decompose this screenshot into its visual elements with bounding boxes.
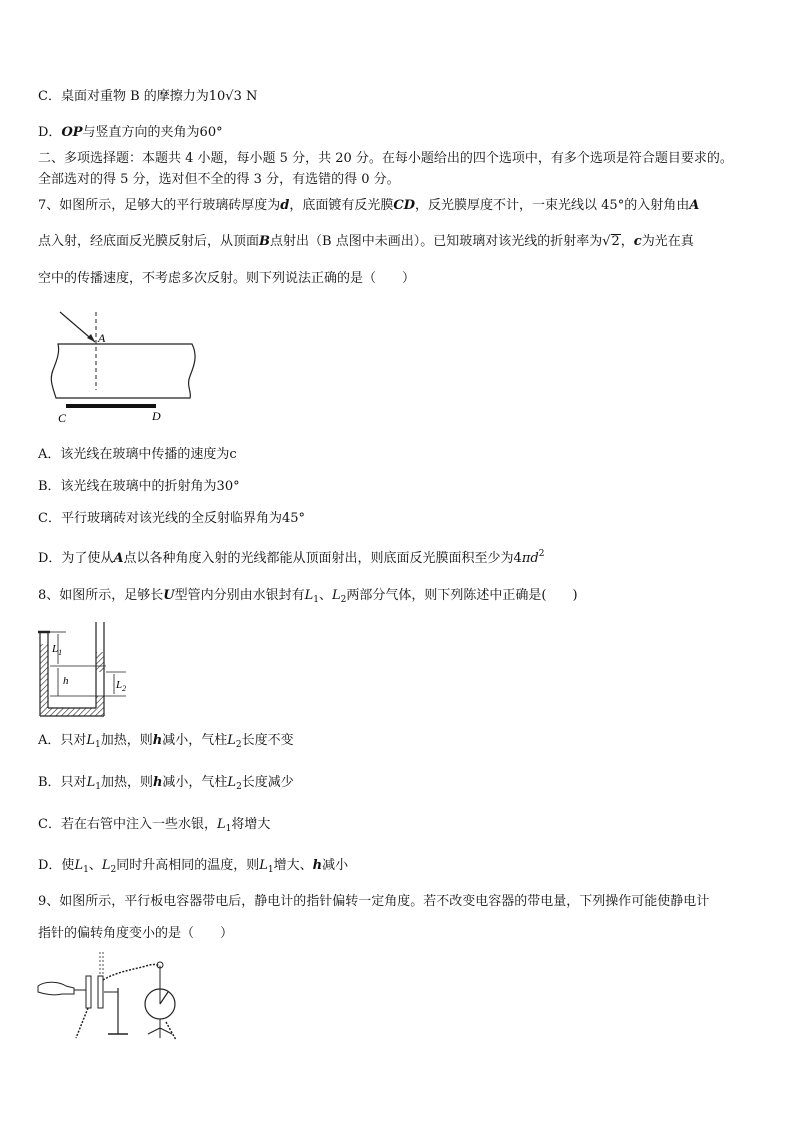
var-l: L [332,588,341,603]
connecting-wire [103,965,160,981]
right-mercury [96,696,104,716]
right-plate [98,976,103,1008]
h-label: h [63,675,69,687]
q8-option-d: D．使$L_1$、$L_2$同时升高相同的温度，则$L_1$增大、h减小 [38,858,349,875]
point-d-label: D [152,409,161,423]
q7-text: 点以各种角度入射的光线都能从顶面射出，则底面反光膜面积至少为4 [123,551,522,566]
q8-option-c: C．若在右管中注入一些水银，$L_1$将增大 [38,817,271,834]
sub-1: 1 [313,595,320,605]
l1-label: $L_1$ [52,643,63,657]
sub-2: 2 [340,595,347,605]
q7-text: 为光在真 [641,234,694,249]
hand-icon [38,982,74,995]
option-text: 与竖直方向的夹角为60° [82,125,223,140]
section-heading-line2: 全部选对的得 5 分，选对但不全的得 3 分，有选错的得 0 分。 [38,172,400,187]
sqrt-value: 2 [611,234,620,249]
q8-option-b: B．只对$L_1$加热，则h减小，气柱$L_2$长度减少 [38,775,294,792]
var-c: c [633,234,642,249]
var-cd: CD [393,198,416,213]
var-a: A [689,198,700,213]
point-a-label: A [98,331,106,345]
q8-text: 8、如图所示，足够长 [38,588,164,603]
section-heading-line1: 二、多项选择题：本题共 4 小题，每小题 5 分，共 20 分。在每小题给出的四个选项中，有多个选项是符合题目要求的。 [38,151,733,166]
left-plate [86,976,91,1008]
option-label: D． [38,125,62,140]
pi-d: πd [521,551,539,566]
var-d: d [280,198,290,213]
point-c-label: C [58,411,67,425]
option-d-prev [38,124,223,142]
left-mercury [40,666,48,716]
ground-wire-right [166,1022,176,1040]
q7-text: D．为了使从 [38,551,114,566]
ground-wire-left [76,1008,88,1038]
q7-line3: 空中的传播速度，不考虑多次反射。则下列说法正确的是（ ） [38,271,416,286]
glass-slab-figure [40,308,200,426]
left-mercury-top [40,644,48,666]
u-tube-figure [36,622,136,720]
var-b: B [259,234,271,249]
exponent: 2 [538,549,545,559]
var-l: L [304,588,314,603]
q7-line1 [38,197,699,215]
q7-line2: 点入射，经底面反光膜反射后，从顶面B点射出（B 点图中未画出）。已知玻璃对该光线的折射率为√2，c为光在真 [38,234,694,249]
q9-line1: 9、如图所示，平行板电容器带电后，静电计的指针偏转一定角度。若不改变电容器的带电量，下列操作可能使静电计 [38,894,710,909]
q7-text: ，反光膜厚度不计，一束光线以 45°的入射角由 [415,198,690,213]
q7-text: ，底面镀有反光膜 [289,198,394,213]
q8-stem [38,587,578,609]
ray-arrowhead [87,334,95,342]
q9-line2: 指针的偏转角度变小的是（ ） [38,926,234,941]
q7-text: 点入射，经底面反光膜反射后，从顶面 [38,234,260,249]
slab-outline [51,344,195,398]
right-mercury-top [96,652,104,672]
var-u: U [163,588,175,603]
option-c-prev: C．桌面对重物 B 的摩擦力为10√3 N [38,89,258,104]
q7-option-a: A．该光线在玻璃中传播的速度为c [38,447,237,462]
q8-option-a: A．只对$L_1$加热，则h减小，气柱$L_2$长度不变 [38,733,294,750]
q7-option-d [38,545,544,568]
bottom-mercury [48,708,96,716]
capacitor-electrometer-figure [36,952,186,1044]
q7-text: 7、如图所示，足够大的平行玻璃砖厚度为 [38,198,281,213]
q8-text: 两部分气体，则下列陈述中正确是( ) [346,588,578,603]
op-text: OP [61,125,83,140]
q8-text: 型管内分别由水银封有 [174,588,305,603]
l2-label: $L_2$ [116,679,127,693]
electrometer-needle [160,992,168,1004]
sep: 、 [319,588,333,603]
q7-text: 点射出（B 点图中未画出）。已知玻璃对该光线的折射率为 [270,234,603,249]
q7-option-c: C．平行玻璃砖对该光线的全反射临界角为45° [38,511,305,526]
var-a: A [113,551,124,566]
q7-option-b: B．该光线在玻璃中的折射角为30° [38,479,240,494]
